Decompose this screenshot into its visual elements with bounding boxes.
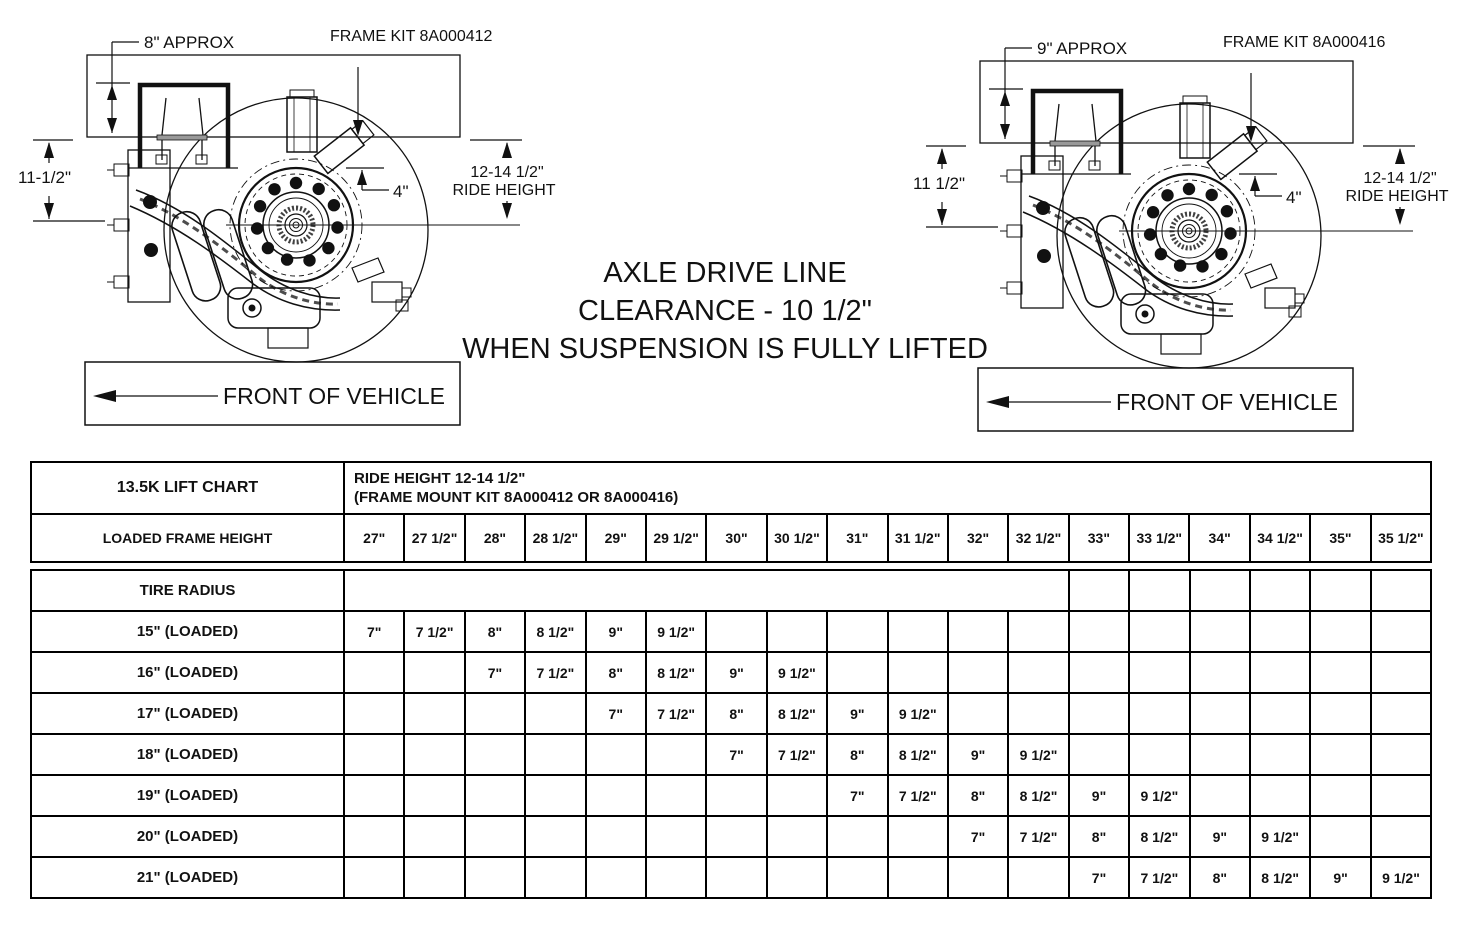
frame-height-column-10: 32" <box>948 514 1008 562</box>
loaded-frame-height-header: LOADED FRAME HEIGHT <box>31 514 344 562</box>
cell-2-6: 8" <box>706 693 766 734</box>
cell-5-11: 7 1/2" <box>1008 816 1069 857</box>
row-label-4: 19" (LOADED) <box>31 775 344 816</box>
tire-radius-merged-cell <box>344 570 1069 611</box>
cell-1-10 <box>948 652 1008 693</box>
cell-0-9 <box>888 611 948 652</box>
cell-4-12: 9" <box>1069 775 1129 816</box>
row-label-2: 17" (LOADED) <box>31 693 344 734</box>
cell-5-13: 8 1/2" <box>1129 816 1189 857</box>
cell-3-17 <box>1371 734 1431 775</box>
cell-3-11: 9 1/2" <box>1008 734 1069 775</box>
cell-2-1 <box>404 693 464 734</box>
cell-5-10: 7" <box>948 816 1008 857</box>
tire-radius-cell-16 <box>1310 570 1370 611</box>
drop-dimension-label: 11 1/2" <box>913 174 966 193</box>
frame-height-column-9: 31 1/2" <box>888 514 948 562</box>
ride-height-note <box>344 462 1431 514</box>
tire-radius-cell-17 <box>1371 570 1431 611</box>
cell-5-15: 9 1/2" <box>1250 816 1310 857</box>
frame-height-column-13: 33 1/2" <box>1129 514 1189 562</box>
cell-1-4: 8" <box>586 652 646 693</box>
note-line-3: WHEN SUSPENSION IS FULLY LIFTED <box>462 333 988 365</box>
lift-chart-title: 13.5K LIFT CHART <box>31 462 344 514</box>
cell-6-0 <box>344 857 404 898</box>
cell-0-15 <box>1250 611 1310 652</box>
cell-3-9: 8 1/2" <box>888 734 948 775</box>
cell-1-2: 7" <box>465 652 525 693</box>
hub-dimension-label: 4" <box>1286 188 1302 207</box>
frame-height-column-6: 30" <box>706 514 766 562</box>
cell-4-3 <box>525 775 585 816</box>
cell-6-6 <box>706 857 766 898</box>
frame-height-column-0: 27" <box>344 514 404 562</box>
cell-5-8 <box>827 816 887 857</box>
frame-height-column-8: 31" <box>827 514 887 562</box>
cell-2-7: 8 1/2" <box>767 693 827 734</box>
frame-height-column-2: 28" <box>465 514 525 562</box>
cell-5-5 <box>646 816 706 857</box>
cell-6-4 <box>586 857 646 898</box>
approx-dimension-label: 9" APPROX <box>1037 39 1128 58</box>
axle-drawing-left <box>0 0 590 440</box>
cell-6-2 <box>465 857 525 898</box>
cell-2-9: 9 1/2" <box>888 693 948 734</box>
tire-radius-data-row-5 <box>31 816 1431 857</box>
cell-4-8: 7" <box>827 775 887 816</box>
cell-4-14 <box>1190 775 1250 816</box>
tire-radius-cell-14 <box>1190 570 1250 611</box>
cell-5-17 <box>1371 816 1431 857</box>
cell-3-5 <box>646 734 706 775</box>
cell-5-2 <box>465 816 525 857</box>
frame-kit-label: FRAME KIT 8A000416 <box>1223 34 1386 51</box>
cell-0-17 <box>1371 611 1431 652</box>
cell-6-8 <box>827 857 887 898</box>
row-label-3: 18" (LOADED) <box>31 734 344 775</box>
cell-0-8 <box>827 611 887 652</box>
cell-2-10 <box>948 693 1008 734</box>
tire-radius-data-row-3 <box>31 734 1431 775</box>
cell-4-13: 9 1/2" <box>1129 775 1189 816</box>
lift-chart-body-table <box>30 569 1432 899</box>
cell-1-14 <box>1190 652 1250 693</box>
cell-0-1: 7 1/2" <box>404 611 464 652</box>
cell-4-0 <box>344 775 404 816</box>
cell-2-4: 7" <box>586 693 646 734</box>
cell-5-3 <box>525 816 585 857</box>
cell-5-9 <box>888 816 948 857</box>
tire-radius-row <box>31 570 1431 611</box>
tire-radius-data-row-4 <box>31 775 1431 816</box>
ride-height-value-label: 12-14 1/2" <box>470 164 544 181</box>
cell-4-17 <box>1371 775 1431 816</box>
cell-2-12 <box>1069 693 1129 734</box>
cell-2-11 <box>1008 693 1069 734</box>
ride-height-note-line2: (FRAME MOUNT KIT 8A000412 OR 8A000416) <box>354 489 679 506</box>
cell-2-15 <box>1250 693 1310 734</box>
frame-height-column-17: 35 1/2" <box>1371 514 1431 562</box>
ride-height-text-label: RIDE HEIGHT <box>1345 188 1449 205</box>
cell-1-11 <box>1008 652 1069 693</box>
cell-1-8 <box>827 652 887 693</box>
note-line-2: CLEARANCE - 10 1/2" <box>578 295 872 327</box>
cell-2-5: 7 1/2" <box>646 693 706 734</box>
cell-6-11 <box>1008 857 1069 898</box>
cell-1-6: 9" <box>706 652 766 693</box>
cell-4-11: 8 1/2" <box>1008 775 1069 816</box>
cell-6-1 <box>404 857 464 898</box>
cell-0-4: 9" <box>586 611 646 652</box>
cell-6-5 <box>646 857 706 898</box>
cell-6-10 <box>948 857 1008 898</box>
tire-radius-cell-13 <box>1129 570 1189 611</box>
cell-1-15 <box>1250 652 1310 693</box>
frame-height-column-15: 34 1/2" <box>1250 514 1310 562</box>
cell-3-0 <box>344 734 404 775</box>
cell-0-14 <box>1190 611 1250 652</box>
cell-1-1 <box>404 652 464 693</box>
frame-height-column-14: 34" <box>1189 514 1249 562</box>
cell-3-1 <box>404 734 464 775</box>
frame-height-column-4: 29" <box>586 514 646 562</box>
cell-2-3 <box>525 693 585 734</box>
cell-3-16 <box>1310 734 1370 775</box>
cell-3-10: 9" <box>948 734 1008 775</box>
cell-2-2 <box>465 693 525 734</box>
cell-3-6: 7" <box>706 734 766 775</box>
cell-6-13: 7 1/2" <box>1129 857 1189 898</box>
cell-6-12: 7" <box>1069 857 1129 898</box>
cell-1-9 <box>888 652 948 693</box>
tire-radius-data-row-0 <box>31 611 1431 652</box>
cell-0-0: 7" <box>344 611 404 652</box>
cell-3-8: 8" <box>827 734 887 775</box>
frame-height-column-1: 27 1/2" <box>404 514 464 562</box>
cell-3-4 <box>586 734 646 775</box>
cell-4-15 <box>1250 775 1310 816</box>
frame-kit-label: FRAME KIT 8A000412 <box>330 28 493 45</box>
cell-2-0 <box>344 693 404 734</box>
cell-3-15 <box>1250 734 1310 775</box>
cell-4-10: 8" <box>948 775 1008 816</box>
cell-6-14: 8" <box>1190 857 1250 898</box>
cell-0-12 <box>1069 611 1129 652</box>
cell-5-0 <box>344 816 404 857</box>
cell-3-7: 7 1/2" <box>767 734 827 775</box>
row-label-1: 16" (LOADED) <box>31 652 344 693</box>
cell-2-8: 9" <box>827 693 887 734</box>
cell-1-12 <box>1069 652 1129 693</box>
frame-height-column-5: 29 1/2" <box>646 514 706 562</box>
cell-0-11 <box>1008 611 1069 652</box>
cell-6-3 <box>525 857 585 898</box>
row-label-6: 21" (LOADED) <box>31 857 344 898</box>
cell-4-5 <box>646 775 706 816</box>
tire-radius-label: TIRE RADIUS <box>31 570 344 611</box>
cell-6-15: 8 1/2" <box>1250 857 1310 898</box>
frame-height-column-16: 35" <box>1310 514 1370 562</box>
cell-5-1 <box>404 816 464 857</box>
cell-6-16: 9" <box>1310 857 1370 898</box>
cell-0-3: 8 1/2" <box>525 611 585 652</box>
lift-chart <box>30 461 1430 899</box>
cell-3-13 <box>1129 734 1189 775</box>
cell-1-17 <box>1371 652 1431 693</box>
cell-6-7 <box>767 857 827 898</box>
cell-3-14 <box>1190 734 1250 775</box>
drop-dimension-label: 11-1/2" <box>18 168 71 187</box>
frame-height-column-7: 30 1/2" <box>767 514 827 562</box>
cell-4-1 <box>404 775 464 816</box>
cell-2-17 <box>1371 693 1431 734</box>
cell-2-14 <box>1190 693 1250 734</box>
cell-4-6 <box>706 775 766 816</box>
cell-1-13 <box>1129 652 1189 693</box>
cell-5-14: 9" <box>1190 816 1250 857</box>
frame-height-column-11: 32 1/2" <box>1008 514 1068 562</box>
hub-dimension-label: 4" <box>393 182 409 201</box>
axle-drawing-right <box>893 6 1463 446</box>
cell-0-16 <box>1310 611 1370 652</box>
note-line-1: AXLE DRIVE LINE <box>603 257 847 289</box>
cell-6-17: 9 1/2" <box>1371 857 1431 898</box>
cell-3-12 <box>1069 734 1129 775</box>
cell-4-7 <box>767 775 827 816</box>
cell-0-2: 8" <box>465 611 525 652</box>
cell-1-16 <box>1310 652 1370 693</box>
cell-3-2 <box>465 734 525 775</box>
cell-1-7: 9 1/2" <box>767 652 827 693</box>
tire-radius-data-row-6 <box>31 857 1431 898</box>
front-of-vehicle-label: FRONT OF VEHICLE <box>1116 389 1338 415</box>
cell-5-16 <box>1310 816 1370 857</box>
tire-radius-cell-12 <box>1069 570 1129 611</box>
cell-5-4 <box>586 816 646 857</box>
cell-3-3 <box>525 734 585 775</box>
cell-0-10 <box>948 611 1008 652</box>
row-label-5: 20" (LOADED) <box>31 816 344 857</box>
axle-clearance-note <box>415 254 1035 368</box>
front-of-vehicle-label: FRONT OF VEHICLE <box>223 383 445 409</box>
approx-dimension-label: 8" APPROX <box>144 33 235 52</box>
cell-4-16 <box>1310 775 1370 816</box>
cell-0-7 <box>767 611 827 652</box>
cell-5-7 <box>767 816 827 857</box>
cell-4-2 <box>465 775 525 816</box>
cell-0-6 <box>706 611 766 652</box>
tire-radius-cell-15 <box>1250 570 1310 611</box>
cell-1-5: 8 1/2" <box>646 652 706 693</box>
tire-radius-data-row-2 <box>31 693 1431 734</box>
cell-0-5: 9 1/2" <box>646 611 706 652</box>
frame-height-column-3: 28 1/2" <box>525 514 585 562</box>
cell-1-3: 7 1/2" <box>525 652 585 693</box>
ride-height-text-label: RIDE HEIGHT <box>452 182 556 199</box>
cell-6-9 <box>888 857 948 898</box>
ride-height-note-line1: RIDE HEIGHT 12-14 1/2" <box>354 470 526 487</box>
lift-chart-header-table <box>30 461 1432 563</box>
cell-5-12: 8" <box>1069 816 1129 857</box>
ride-height-value-label: 12-14 1/2" <box>1363 170 1437 187</box>
tire-radius-data-row-1 <box>31 652 1431 693</box>
cell-4-4 <box>586 775 646 816</box>
cell-1-0 <box>344 652 404 693</box>
cell-5-6 <box>706 816 766 857</box>
cell-0-13 <box>1129 611 1189 652</box>
cell-2-13 <box>1129 693 1189 734</box>
frame-height-column-12: 33" <box>1069 514 1129 562</box>
row-label-0: 15" (LOADED) <box>31 611 344 652</box>
cell-4-9: 7 1/2" <box>888 775 948 816</box>
cell-2-16 <box>1310 693 1370 734</box>
